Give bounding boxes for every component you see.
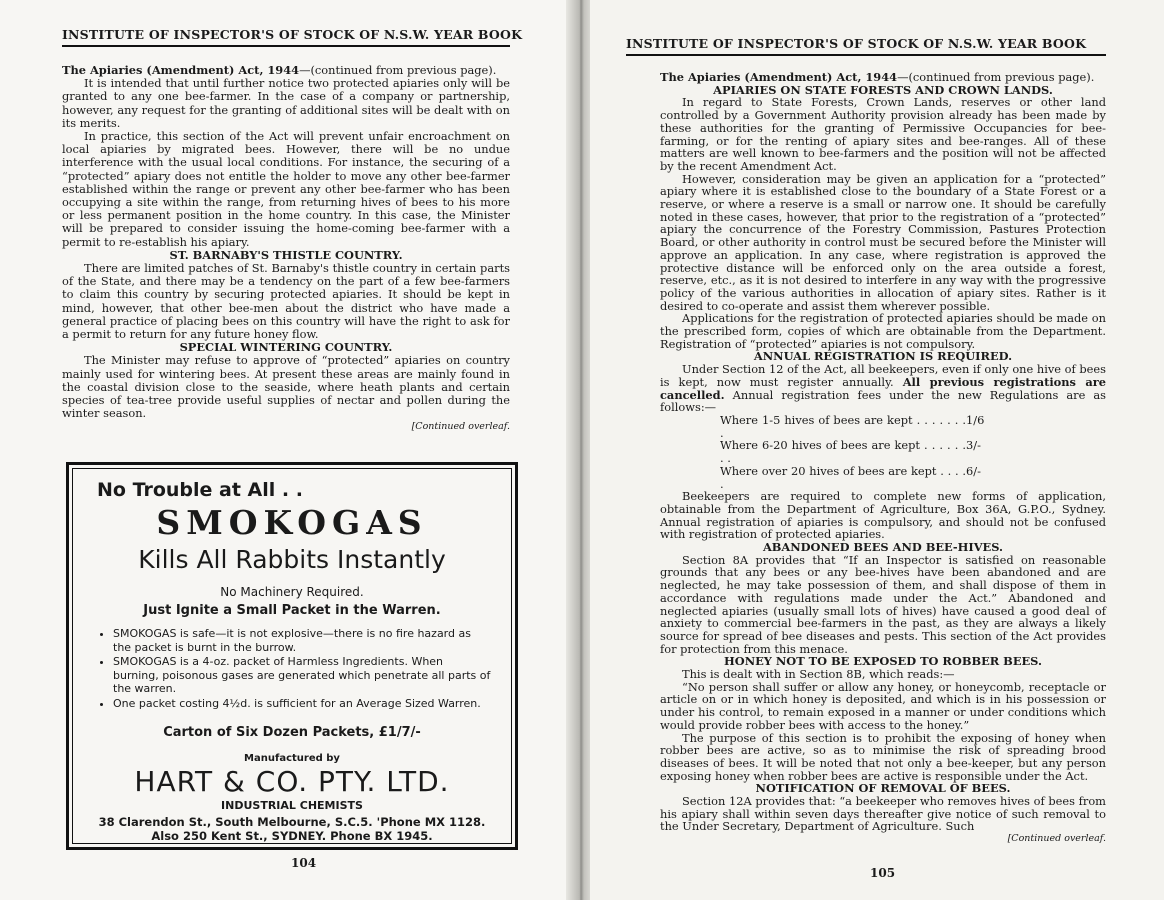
advert-company: HART & CO. PTY. LTD. [134, 765, 450, 798]
fee-value: 1/6 [966, 412, 985, 427]
head-rule [626, 54, 1106, 56]
fee-label: Where 1-5 hives of bees are kept . . . . . . . . [720, 412, 966, 440]
paragraph: It is intended that until further notice two protected apiaries only will be granted to any one bee-farmer. In the case of a company or partnership, however, any request for the granting of additional sites will be dealt with on its merits. [62, 76, 510, 130]
act-title [660, 71, 1106, 84]
section-heading: HONEY NOT TO BE EXPOSED TO ROBBER BEES. [724, 654, 1042, 669]
fee-row [720, 439, 1106, 464]
advert-address-2: Also 250 Kent St., SYDNEY. Phone BX 1945. [151, 829, 433, 843]
fee-table [660, 414, 1106, 490]
text-run: Annual registration fees under the new Regulations are as follows:— [660, 387, 1106, 415]
advert-address-1: 38 Clarendon St., South Melbourne, S.C.5. 'Phone MX 1128. [98, 815, 486, 829]
paragraph: The purpose of this section is to prohibit the exposing of honey when robber bees are active, so as to minimise the risk of spreading brood diseases of bees. It will be noted that not only a bee-keeper, but any person exposing honey when robber bees are active is responsible under the Act. [660, 730, 1106, 783]
act-title-suffix: —(continued from previous page). [897, 70, 1095, 84]
section-heading: APIARIES ON STATE FORESTS AND CROWN LANDS. [713, 82, 1053, 97]
advert-line1: No Machinery Required. [220, 585, 364, 599]
advert-bullet: • SMOKOGAS is a 4-oz. packet of Harmless Ingredients. When burning, poisonous gases are generated which penetrate all parts of the warren. [113, 655, 491, 696]
fee-label: Where over 20 hives of bees are kept . . . . . [720, 463, 966, 491]
paragraph: In regard to State Forests, Crown Lands, reserves or other land controlled by a Government Authority provision already has been made by these authorities for the granting of Permissive Occupancies for bee-farming, or for the renting of apiary sites and bee-ranges. All of these matters are well known to bee-farmers and the position will not be affected by the recent Amendment Act. [660, 95, 1106, 173]
advert-bullet: • One packet costing 4½d. is sufficient for an Average Sized Warren. [113, 697, 491, 711]
fee-row [720, 465, 1106, 490]
paragraph: Applications for the registration of protected apiaries should be made on the prescribed form, copies of which are obtainable from the Department. Registration of “protected” apiaries is not compulsory. [660, 311, 1106, 351]
page-104 [0, 0, 572, 900]
act-title-text: The Apiaries (Amendment) Act, 1944 [62, 63, 300, 77]
page-105 [590, 0, 1164, 900]
paragraph: There are limited patches of St. Barnaby's thistle country in certain parts of the State, and there may be a tendency on the part of a few bee-farmers to claim this country by securing protected apiaries. It should be kept in mind, however, that other bee-men about the district who have made a general practice of placing bees on this country will have the right to ask for a permit to return for any future honey flow. [62, 261, 510, 342]
advert-bullets [99, 627, 491, 712]
act-title-suffix: —(continued from previous page). [299, 63, 497, 77]
advert-line2: Just Ignite a Small Packet in the Warren. [143, 603, 441, 618]
section-heading: ANNUAL REGISTRATION IS REQUIRED. [753, 349, 1013, 364]
smokogas-advert [66, 462, 518, 850]
act-title-text: The Apiaries (Amendment) Act, 1944 [660, 70, 898, 84]
continued-overleaf: [Continued overleaf. [1007, 833, 1106, 845]
page-105-text [660, 71, 1106, 846]
paragraph: “No person shall suffer or allow any honey, or honeycomb, receptacle or article on or in which honey is deposited, and which is in his possession or under his control, to remain exposed in a manner or under conditions which would provide robber bees with access to the honey.” [660, 679, 1106, 732]
fee-value: 3/- [966, 438, 981, 453]
section-heading: ST. BARNABY'S THISTLE COUNTRY. [169, 247, 403, 262]
page-104-text [62, 64, 510, 434]
fee-label: Where 6-20 hives of bees are kept . . . . . . . . [720, 438, 966, 466]
fee-row [720, 414, 1106, 439]
paragraph: The Minister may refuse to approve of “protected” apiaries on country mainly used for wintering bees. At present these areas are mainly found in the coastal division close to the seaside, where heath plants and certain species of tea-tree provide useful supplies of nectar and pollen during the winter season. [62, 353, 510, 421]
paragraph: Beekeepers are required to complete new forms of application, obtainable from the Department of Agriculture, Box 36A, G.P.O., Sydney. Annual registration of apiaries is compulsory, and should not be confused with registration of protected apiaries. [660, 489, 1106, 542]
advert-manufactured-by: Manufactured by [244, 753, 340, 764]
advert-price: Carton of Six Dozen Packets, £1/7/- [163, 725, 421, 740]
bold-run: All previous registrations are cancelled. [660, 374, 1106, 402]
advert-brand: SMOKOGAS [156, 503, 428, 542]
advert-chemists: INDUSTRIAL CHEMISTS [221, 799, 363, 812]
section-heading: SPECIAL WINTERING COUNTRY. [179, 340, 393, 355]
advert-tagline: Kills All Rabbits Instantly [138, 545, 446, 574]
running-head: INSTITUTE OF INSPECTOR'S OF STOCK OF N.S.W. YEAR BOOK [62, 27, 523, 42]
paragraph [660, 363, 1106, 414]
paragraph: Section 12A provides that: “a beekeeper who removes hives of bees from his apiary shall within seven days thereafter give notice of such removal to the Under Secretary, Department of Agriculture. Such [660, 794, 1106, 834]
section-heading: NOTIFICATION OF REMOVAL OF BEES. [755, 781, 1011, 796]
page-number: 104 [291, 856, 317, 870]
advert-headline: No Trouble at All . . [97, 479, 303, 501]
paragraph: This is dealt with in Section 8B, which reads:— [682, 667, 955, 682]
text-run: Under Section 12 of the Act, all beekeepers, even if only one hive of bees is kept, now must register annually. [660, 362, 1106, 389]
section-heading: ABANDONED BEES AND BEE-HIVES. [762, 540, 1004, 555]
paragraph: However, consideration may be given an application for a “protected” apiary where it is established close to the boundary of a State Forest or a reserve, or where a reserve is a small or narrow one. It should be carefully noted in these cases, however, that prior to the registration of a “protected” apiary the concurrence of the Forestry Commission, Pastures Protection Board, or other authority in control must be secured before the Minister will approve an application. In any case, where registration is approved the protective distance will be enforced only on the area outside a forest, reserve, etc., as it is not desired to interfere in any way with the progressive policy of the various authorities in allocation of apiary sites. Rather is it desired to co-operate and assist them wherever possible. [660, 171, 1106, 313]
fee-value: 6/- [966, 463, 981, 478]
paragraph: Section 8A provides that “If an Inspector is satisfied on reasonable grounds that any bees or any bee-hives have been abandoned and are neglected, he may take possession of them, and shall dispose of them in accordance with regulations made under the Act.” Abandoned and neglected apiaries (usually small lots of hives) have caused a good deal of anxiety to commercial bee-farmers in the past, as they are always a likely source for spread of bee diseases and pests. This section of the Act provides for protection from this menace. [660, 552, 1106, 656]
page-number: 105 [870, 866, 896, 880]
running-head: INSTITUTE OF INSPECTOR'S OF STOCK OF N.S.W. YEAR BOOK [626, 36, 1087, 51]
advert-bullet: • SMOKOGAS is safe—it is not explosive—there is no fire hazard as the packet is burnt in the burrow. [113, 627, 491, 654]
continued-overleaf: [Continued overleaf. [411, 421, 510, 433]
paragraph: In practice, this section of the Act will prevent unfair encroachment on local apiaries by migrated bees. However, there will be no undue interference with the usual local conditions. For instance, the securing of a “protected” apiary does not entitle the holder to move any other bee-farmer established within the range or prevent any other bee-farmer who has been occupying a site within the range, from returning hives of bees to his more or less permanent position in the home country. In this case, the Minister will be prepared to consider issuing the home-coming bee-farmer with a permit to re-establish his apiary. [62, 129, 510, 249]
head-rule [62, 45, 510, 47]
